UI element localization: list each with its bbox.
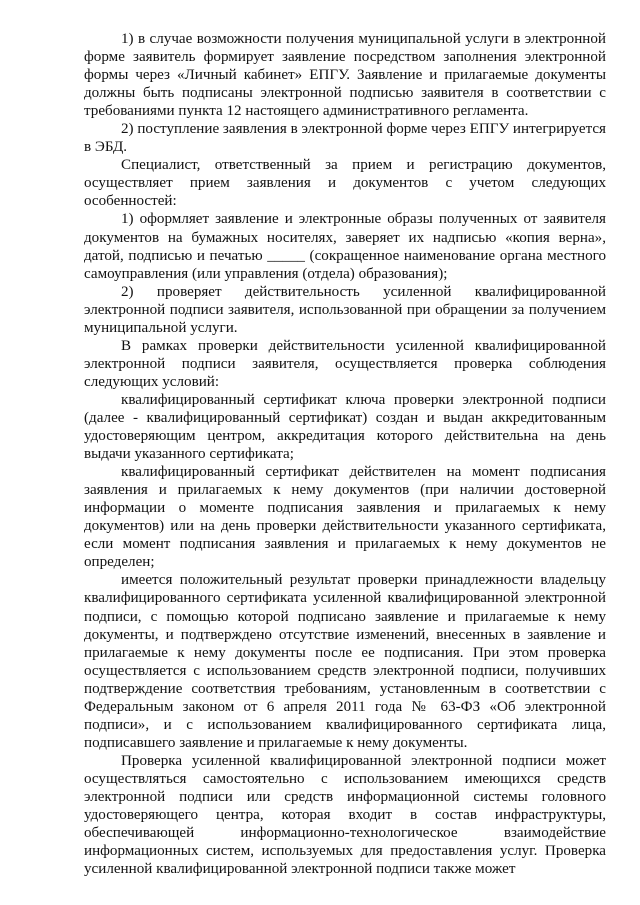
paragraph-electronic-form: 1) в случае возможности получения муниципальной услуги в электронной форме заявитель формирует заявление посредством заполнения электронной формы через «Личный кабинет» ЕПГУ. Заявление и прилагаемые документы должны быть подписаны электронной подписью заявителя в соответствии с требованиями пункта 12 настоящего административного регламента.: [84, 31, 606, 120]
paragraph-item-2-verify: 2) проверяет действительность усиленной квалифицированной электронной подписи заявителя, использованной при обращении за получением муниципальной услуги.: [84, 283, 606, 336]
paragraph-verification-method: Проверка усиленной квалифицированной электронной подписи может осуществляться самостоятельно с использованием имеющихся средств электронной подписи или средств информационной системы головного удостоверяющего центра, которая входит в состав инфраструктуры, обеспечивающей информационно-технологическое взаимодействие информационных систем, используемых для предоставления услуг. Проверка усиленной квалифицированной электронной подписи также может: [84, 752, 606, 878]
paragraph-condition-valid: квалифицированный сертификат действителен на момент подписания заявления и прилагаемых к нему документов (при наличии достоверной информации о моменте подписания заявления и прилагаемых к нему документов) или на день проверки действительности указанного сертификата, если момент подписания заявления и прилагаемых к нему документов не определен;: [84, 464, 606, 571]
paragraph-item-1-certify: 1) оформляет заявление и электронные образы полученных от заявителя документов на бумажных носителях, заверяет их надписью «копия верна», датой, подписью и печатью _____ (сокращенное наименование органа местного самоуправления (или управления (отдела) образования);: [84, 211, 606, 282]
paragraph-condition-ownership: имеется положительный результат проверки принадлежности владельцу квалифицированного сертификата усиленной квалифицированной электронной подписи, с помощью которой подписано заявление и прилагаемые к нему документы, и подтверждено отсутствие изменений, внесенных в заявление и прилагаемые к нему документы после ее подписания. При этом проверка осуществляется с использованием средств электронной подписи, получивших подтверждение соответствия требованиям, установленным в соответствии с Федеральным законом от 6 апреля 2011 года № 63-ФЗ «Об электронной подписи», и с использованием квалифицированного сертификата лица, подписавшего заявление и прилагаемые к нему документы.: [84, 572, 606, 751]
paragraph-specialist-intro: Специалист, ответственный за прием и регистрацию документов, осуществляет прием заявления и документов с учетом следующих особенностей:: [84, 157, 606, 210]
paragraph-verification-conditions: В рамках проверки действительности усиленной квалифицированной электронной подписи заявителя, осуществляется проверка соблюдения следующих условий:: [84, 337, 606, 390]
paragraph-condition-accredited: квалифицированный сертификат ключа проверки электронной подписи (далее - квалифицированный сертификат) создан и выдан аккредитованным удостоверяющим центром, аккредитация которого действительна на день выдачи указанного сертификата;: [84, 391, 606, 463]
document-page: [84, 30, 606, 878]
paragraph-epgu-integration: 2) поступление заявления в электронной форме через ЕПГУ интегрируется в ЭБД.: [84, 121, 606, 156]
